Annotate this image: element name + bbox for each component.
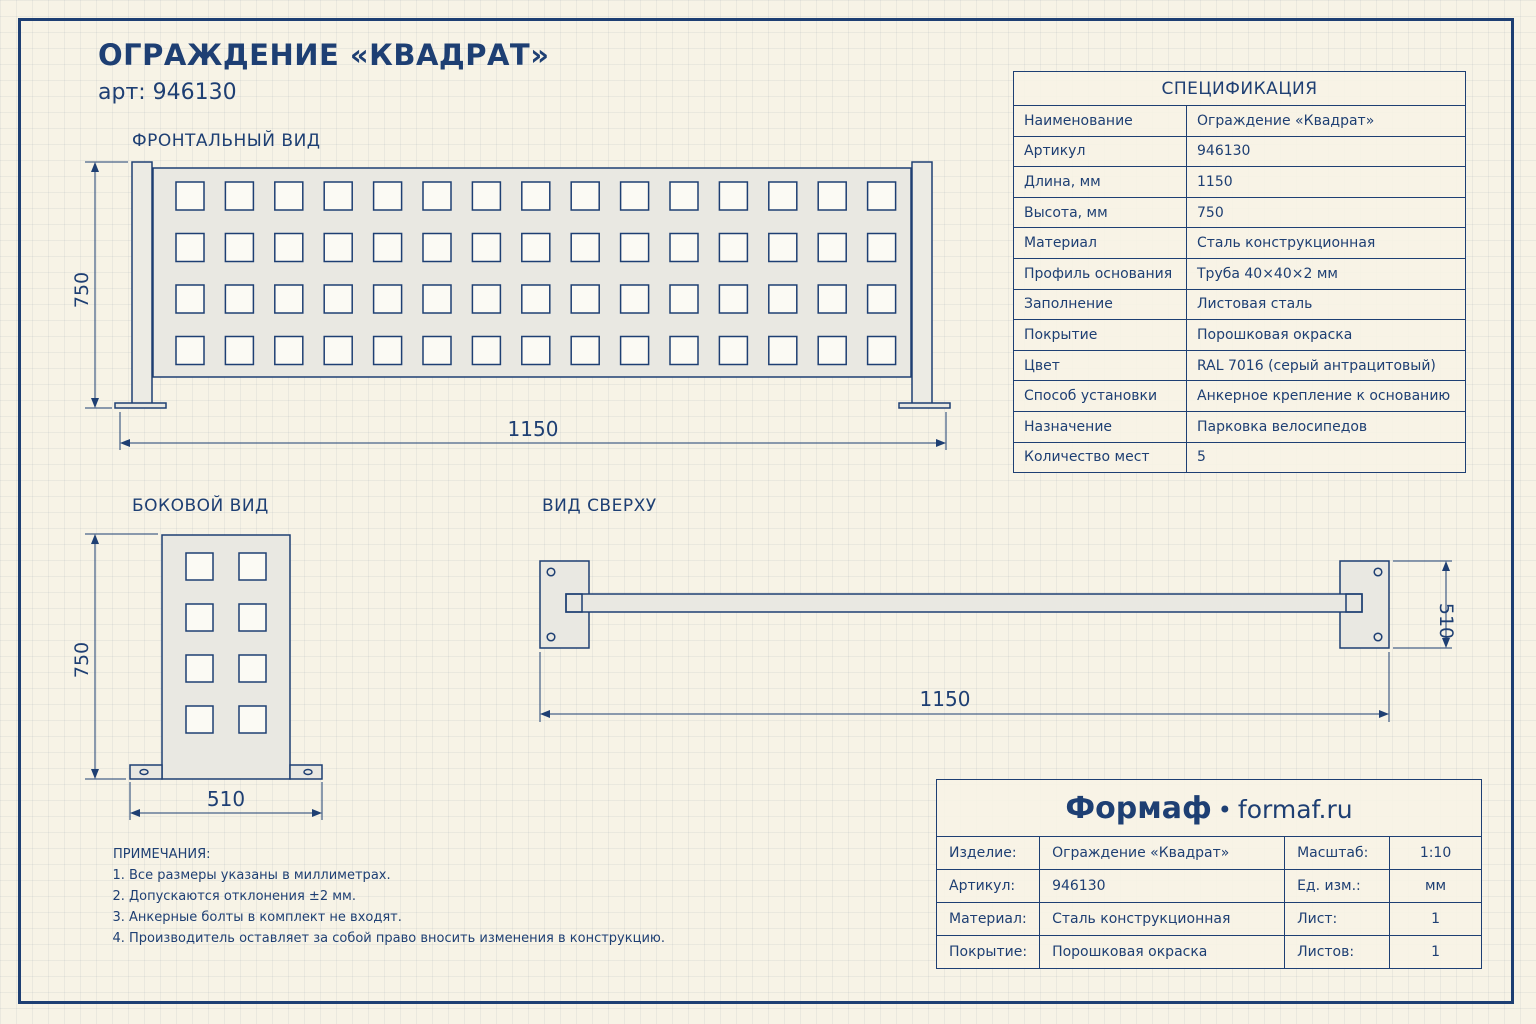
spec-value: Листовая сталь	[1187, 289, 1466, 320]
square-hole	[239, 604, 266, 631]
square-hole	[186, 553, 213, 580]
square-hole	[868, 337, 896, 365]
brand-name: Формаф	[1065, 790, 1212, 826]
spec-value: Парковка велосипедов	[1187, 411, 1466, 442]
spec-row	[1014, 411, 1466, 442]
square-hole	[374, 182, 402, 210]
square-hole	[522, 285, 550, 313]
tb-value: Порошковая окраска	[1040, 936, 1285, 969]
square-hole	[621, 285, 649, 313]
square-hole	[176, 182, 204, 210]
square-hole	[670, 234, 698, 262]
brand-separator: •	[1217, 795, 1232, 824]
top-rail	[566, 594, 1362, 612]
side-height-dim: 750	[71, 641, 93, 679]
drawing-title: ОГРАЖДЕНИЕ «КВАДРАТ»	[98, 38, 550, 72]
square-hole	[769, 337, 797, 365]
square-hole	[374, 337, 402, 365]
spec-row	[1014, 320, 1466, 351]
spec-key: Профиль основания	[1014, 258, 1187, 289]
spec-row	[1014, 289, 1466, 320]
square-hole	[621, 234, 649, 262]
square-hole	[472, 337, 500, 365]
square-hole	[818, 285, 846, 313]
square-hole	[719, 182, 747, 210]
square-hole	[818, 234, 846, 262]
spec-key: Заполнение	[1014, 289, 1187, 320]
left-base-plate	[115, 403, 166, 408]
spec-value: 1150	[1187, 167, 1466, 198]
square-hole	[868, 285, 896, 313]
square-hole	[324, 234, 352, 262]
square-hole	[275, 182, 303, 210]
front-height-dim: 750	[71, 271, 93, 309]
title-block-row	[937, 870, 1482, 903]
square-hole	[239, 655, 266, 682]
square-hole	[423, 182, 451, 210]
square-hole	[225, 234, 253, 262]
square-hole	[186, 706, 213, 733]
tb-value2: 1	[1390, 936, 1482, 969]
spec-value: 946130	[1187, 136, 1466, 167]
spec-key: Материал	[1014, 228, 1187, 259]
side-view	[130, 535, 322, 779]
square-hole	[472, 182, 500, 210]
square-hole	[522, 234, 550, 262]
square-hole	[522, 337, 550, 365]
square-hole	[719, 234, 747, 262]
tb-value: 946130	[1040, 870, 1285, 903]
top-width-dim: 510	[1435, 602, 1457, 640]
square-hole	[818, 337, 846, 365]
spec-row	[1014, 167, 1466, 198]
left-post	[132, 162, 152, 404]
spec-value: 5	[1187, 442, 1466, 473]
spec-key: Длина, мм	[1014, 167, 1187, 198]
spec-value: Порошковая окраска	[1187, 320, 1466, 351]
brand-cell	[937, 780, 1482, 837]
square-hole	[818, 182, 846, 210]
spec-key: Высота, мм	[1014, 197, 1187, 228]
top-view	[540, 561, 1389, 648]
square-hole	[472, 285, 500, 313]
square-hole	[423, 337, 451, 365]
tb-key2: Масштаб:	[1285, 837, 1390, 870]
spec-row	[1014, 106, 1466, 137]
right-base-plate	[899, 403, 950, 408]
spec-row	[1014, 136, 1466, 167]
title-block-row	[937, 903, 1482, 936]
tb-value: Ограждение «Квадрат»	[1040, 837, 1285, 870]
square-hole	[522, 182, 550, 210]
drawing-article: арт: 946130	[98, 80, 237, 105]
square-hole	[670, 182, 698, 210]
front-length-dim: 1150	[507, 417, 559, 441]
spec-value: 750	[1187, 197, 1466, 228]
square-hole	[239, 706, 266, 733]
front-view	[115, 162, 950, 408]
square-hole	[571, 234, 599, 262]
square-hole	[571, 182, 599, 210]
square-hole	[324, 337, 352, 365]
square-hole	[275, 337, 303, 365]
spec-row	[1014, 381, 1466, 412]
square-hole	[621, 182, 649, 210]
spec-key: Назначение	[1014, 411, 1187, 442]
square-hole	[176, 337, 204, 365]
tb-value: Сталь конструкционная	[1040, 903, 1285, 936]
side-width-dim: 510	[206, 787, 246, 811]
tb-value2: мм	[1390, 870, 1482, 903]
spec-value: Ограждение «Квадрат»	[1187, 106, 1466, 137]
square-hole	[769, 182, 797, 210]
note-item: 2. Допускаются отклонения ±2 мм.	[129, 886, 665, 907]
spec-key: Цвет	[1014, 350, 1187, 381]
notes-title: ПРИМЕЧАНИЯ:	[113, 847, 211, 862]
square-hole	[621, 337, 649, 365]
square-hole	[176, 285, 204, 313]
spec-row	[1014, 350, 1466, 381]
square-hole	[225, 285, 253, 313]
tb-value2: 1:10	[1390, 837, 1482, 870]
spec-key: Покрытие	[1014, 320, 1187, 351]
top-length-dim: 1150	[919, 687, 971, 711]
brand-website: formaf.ru	[1237, 794, 1353, 824]
tb-key: Изделие:	[937, 837, 1040, 870]
square-hole	[374, 285, 402, 313]
square-hole	[275, 234, 303, 262]
spec-title: СПЕЦИФИКАЦИЯ	[1014, 72, 1466, 106]
tb-key: Артикул:	[937, 870, 1040, 903]
square-hole	[670, 285, 698, 313]
spec-value: Труба 40×40×2 мм	[1187, 258, 1466, 289]
spec-key: Наименование	[1014, 106, 1187, 137]
square-hole	[225, 182, 253, 210]
tb-key2: Листов:	[1285, 936, 1390, 969]
square-hole	[176, 234, 204, 262]
top-view-label: ВИД СВЕРХУ	[542, 496, 657, 516]
square-hole	[670, 337, 698, 365]
square-hole	[275, 285, 303, 313]
square-hole	[186, 655, 213, 682]
spec-value: Анкерное крепление к основанию	[1187, 381, 1466, 412]
square-hole	[868, 182, 896, 210]
right-post	[912, 162, 932, 404]
side-left-foot	[130, 765, 162, 779]
tb-key2: Лист:	[1285, 903, 1390, 936]
spec-row	[1014, 258, 1466, 289]
square-hole	[719, 337, 747, 365]
spec-value: Сталь конструкционная	[1187, 228, 1466, 259]
side-panel	[162, 535, 290, 779]
tb-key2: Ед. изм.:	[1285, 870, 1390, 903]
tb-value2: 1	[1390, 903, 1482, 936]
specification-table	[1013, 71, 1466, 473]
front-view-label: ФРОНТАЛЬНЫЙ ВИД	[132, 131, 321, 151]
square-hole	[719, 285, 747, 313]
note-item: 4. Производитель оставляет за собой право вносить изменения в конструкцию.	[129, 928, 665, 949]
square-hole	[868, 234, 896, 262]
square-hole	[324, 182, 352, 210]
square-hole	[571, 337, 599, 365]
square-hole	[769, 285, 797, 313]
spec-value: RAL 7016 (серый антрацитовый)	[1187, 350, 1466, 381]
square-hole	[225, 337, 253, 365]
side-right-foot	[290, 765, 322, 779]
title-block-row	[937, 936, 1482, 969]
title-block-row	[937, 837, 1482, 870]
square-hole	[769, 234, 797, 262]
square-hole	[374, 234, 402, 262]
note-item: 1. Все размеры указаны в миллиметрах.	[129, 865, 665, 886]
square-hole	[423, 285, 451, 313]
title-block	[936, 779, 1482, 969]
spec-row	[1014, 228, 1466, 259]
square-hole	[324, 285, 352, 313]
spec-key: Количество мест	[1014, 442, 1187, 473]
side-view-label: БОКОВОЙ ВИД	[132, 496, 269, 516]
spec-row	[1014, 197, 1466, 228]
notes	[113, 844, 665, 949]
spec-row	[1014, 442, 1466, 473]
spec-key: Способ установки	[1014, 381, 1187, 412]
square-hole	[571, 285, 599, 313]
square-hole	[186, 604, 213, 631]
square-hole	[239, 553, 266, 580]
tb-key: Материал:	[937, 903, 1040, 936]
square-hole	[472, 234, 500, 262]
note-item: 3. Анкерные болты в комплект не входят.	[129, 907, 665, 928]
notes-list	[113, 865, 665, 949]
spec-key: Артикул	[1014, 136, 1187, 167]
tb-key: Покрытие:	[937, 936, 1040, 969]
square-hole	[423, 234, 451, 262]
